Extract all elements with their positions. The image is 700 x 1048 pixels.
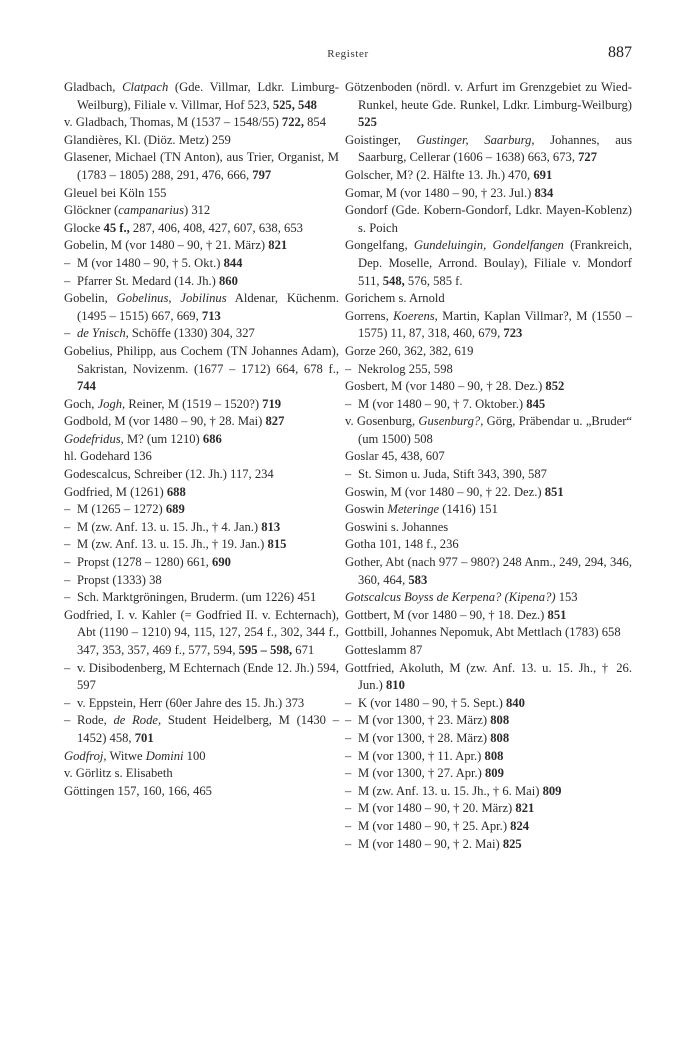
index-entry	[64, 431, 339, 449]
entry-text: Pfarrer St. Medard (14. Jh.)	[77, 273, 219, 288]
subentry-dash: –	[345, 396, 352, 411]
index-subentry	[345, 800, 632, 818]
subentry-dash: –	[64, 555, 71, 570]
page-ref-bold: 825	[502, 836, 522, 851]
subentry-dash: –	[64, 255, 71, 270]
entry-text: 100	[183, 748, 206, 763]
subentry-dash: –	[345, 783, 352, 798]
entry-text: M (vor 1300, † 28. März)	[358, 730, 491, 745]
index-subentry	[345, 361, 632, 379]
entry-text: Glandières, Kl. (Diöz. Metz) 259	[64, 132, 231, 147]
page-ref-bold: 595 – 598,	[238, 643, 293, 657]
name-variant-italic: Gundeluingin, Gondelfangen	[413, 238, 564, 253]
page-number: 887	[608, 44, 632, 61]
entry-text: M (vor 1300, † 11. Apr.)	[358, 748, 485, 763]
index-entry	[345, 237, 632, 290]
page-ref-bold: 525	[358, 115, 377, 130]
index-entry	[64, 466, 339, 484]
entry-text: 153	[555, 590, 578, 605]
subentry-dash: –	[345, 766, 352, 781]
entry-text: Gobelin, M (vor 1480 – 90, † 21. März)	[64, 238, 269, 253]
page-ref-bold: 723	[503, 326, 523, 341]
subentry-dash: –	[64, 537, 71, 552]
index-entry	[345, 413, 632, 448]
page-ref-bold: 851	[544, 484, 564, 499]
page-ref-bold: 548,	[382, 273, 405, 288]
index-entry	[64, 149, 339, 184]
entry-text: Gotteslamm 87	[345, 643, 423, 657]
page-ref-bold: 691	[533, 167, 553, 182]
index-entry	[345, 290, 632, 308]
name-variant-italic: Clatpach	[122, 80, 169, 94]
index-entry	[345, 554, 632, 589]
entry-text: (Frankreich, Dep. Moselle, Arrond. Boulay), Filiale v. Mondorf 511,	[358, 238, 632, 288]
entry-text: Goch,	[64, 396, 98, 411]
page-ref-bold: 701	[134, 730, 154, 745]
entry-text: M (zw. Anf. 13. u. 15. Jh., † 4. Jan.)	[77, 519, 262, 534]
index-subentry	[64, 589, 339, 607]
entry-text: Schöffe (1330) 304, 327	[128, 326, 255, 341]
entry-text: Goslar 45, 438, 607	[345, 449, 445, 464]
name-variant-italic: Gusenburg?,	[418, 414, 484, 429]
entry-text: Gondorf (Gde. Kobern-Gondorf, Ldkr. Mayen-Koblenz) s. Poich	[345, 203, 632, 235]
page-ref-bold: 844	[223, 255, 243, 270]
entry-text: Gotha 101, 148 f., 236	[345, 537, 459, 552]
name-variant-italic: Domini	[145, 748, 184, 763]
page-ref-bold: 45 f.,	[103, 220, 130, 235]
page-ref-bold: 809	[542, 783, 562, 798]
index-entry	[64, 484, 339, 502]
entry-text: v. Gladbach, Thomas, M (1537 – 1548/55)	[64, 115, 282, 130]
entry-text: K (vor 1480 – 90, † 5. Sept.)	[358, 695, 506, 710]
entry-text: Golscher, M? (2. Hälfte 13. Jh.) 470,	[345, 167, 534, 182]
index-entry	[345, 185, 632, 203]
index-entry	[64, 396, 339, 414]
entry-text: Gleuel bei Köln 155	[64, 185, 167, 200]
entry-text: Godbold, M (vor 1480 – 90, † 28. Mai)	[64, 414, 266, 429]
page-ref-bold: 851	[547, 607, 567, 622]
index-entry	[345, 484, 632, 502]
name-variant-italic: Gobelinus, Jobilinus	[116, 291, 227, 306]
page-ref-bold: 808	[490, 713, 510, 728]
entry-text: Glasener, Michael (TN Anton), aus Trier, Organist, M (1783 – 1805) 288, 291, 476, 666,	[64, 150, 339, 182]
subentry-dash: –	[345, 836, 352, 851]
subentry-dash: –	[64, 273, 71, 288]
index-entry	[64, 748, 339, 766]
entry-text: Gorichem s. Arnold	[345, 291, 445, 306]
entry-text: Rode,	[77, 713, 114, 728]
entry-text: ) 312	[183, 203, 211, 218]
page-ref-bold: 834	[534, 185, 554, 200]
name-variant-italic: Koerens,	[393, 308, 438, 323]
entry-text: Gomar, M (vor 1480 – 90, † 23. Jul.)	[345, 185, 535, 200]
running-title: Register	[327, 48, 369, 60]
entry-text: Goswin, M (vor 1480 – 90, † 22. Dez.)	[345, 484, 545, 499]
index-subentry	[345, 783, 632, 801]
entry-text: Görg, Präbendar u. „Bruder“ (um 1500) 508	[358, 414, 632, 446]
page-ref-bold: 824	[510, 818, 530, 833]
index-entry	[345, 79, 632, 132]
page-header	[64, 44, 632, 66]
name-variant-italic: Gotscalcus Boyss de Kerpena? (Kipena?)	[345, 590, 556, 605]
entry-text: Propst (1278 – 1280) 661,	[77, 555, 213, 570]
index-subentry	[64, 712, 339, 747]
index-entry	[64, 413, 339, 431]
subentry-dash: –	[345, 748, 352, 763]
index-entry	[64, 114, 339, 132]
name-variant-italic: Godefridus,	[64, 431, 124, 446]
index-entry	[345, 607, 632, 625]
index-entry	[64, 607, 339, 660]
index-entry	[64, 79, 339, 114]
name-variant-italic: de Rode,	[113, 713, 162, 728]
index-entry	[64, 783, 339, 801]
subentry-dash: –	[64, 326, 71, 341]
index-entry	[345, 642, 632, 660]
entry-text: 671	[292, 643, 315, 657]
entry-text: Gottfried, Akoluth, M (zw. Anf. 13. u. 15. Jh., † 26. Jun.)	[345, 660, 632, 693]
index-subentry	[64, 572, 339, 590]
page-ref-bold: 845	[526, 396, 546, 411]
index-entry	[64, 220, 339, 238]
index-subentry	[345, 396, 632, 414]
index-entry	[345, 589, 632, 607]
entry-text: Göttingen 157, 160, 166, 465	[64, 783, 212, 798]
page-ref-bold: 713	[201, 308, 221, 323]
entry-text: M (vor 1480 – 90, † 20. März)	[358, 801, 516, 816]
index-subentry	[345, 695, 632, 713]
index-entry	[345, 660, 632, 695]
page-ref-bold: 810	[386, 678, 405, 693]
entry-text: M (vor 1480 – 90, † 2. Mai)	[358, 836, 503, 851]
entry-text: Witwe	[106, 748, 146, 763]
subentry-dash: –	[64, 519, 71, 534]
index-subentry	[345, 765, 632, 783]
subentry-dash: –	[64, 660, 71, 675]
index-subentry	[64, 536, 339, 554]
entry-text: Aldenar, Küchenm. (1495 – 1515) 667, 669,	[77, 291, 339, 323]
page-ref-bold: 821	[515, 801, 535, 816]
index-entry	[345, 624, 632, 642]
index-subentry	[345, 818, 632, 836]
entry-text: Nekrolog 255, 598	[358, 361, 453, 376]
entry-text: Goswini s. Johannes	[345, 519, 449, 534]
entry-text: Gladbach,	[64, 80, 123, 94]
name-variant-italic: Jogh,	[97, 396, 126, 411]
entry-text: M (vor 1300, † 27. Apr.)	[358, 766, 485, 781]
entry-text: Goistinger,	[345, 132, 417, 147]
entry-text: v. Gosenburg,	[345, 414, 419, 429]
page-ref-bold: 813	[261, 519, 281, 534]
page-ref-bold: 719	[262, 396, 282, 411]
entry-text: M (1265 – 1272)	[77, 502, 166, 517]
entry-text: Godfried, M (1261)	[64, 484, 167, 499]
entry-text: (1416) 151	[439, 502, 498, 517]
subentry-dash: –	[64, 713, 71, 728]
index-entry	[64, 290, 339, 325]
entry-text: Martin, Kaplan Villmar?, M (1550 – 1575) 11, 87, 318, 460, 679,	[358, 308, 632, 341]
index-subentry	[64, 501, 339, 519]
page-ref-bold: 860	[219, 273, 238, 288]
index-entry	[64, 765, 339, 783]
page-ref-bold: 688	[166, 484, 186, 499]
index-subentry	[345, 836, 632, 854]
index-subentry	[64, 554, 339, 572]
index-subentry	[64, 519, 339, 537]
subentry-dash: –	[345, 730, 352, 745]
entry-text: M (vor 1480 – 90, † 7. Oktober.)	[358, 396, 527, 411]
index-entry	[345, 132, 632, 167]
entry-text: hl. Godehard 136	[64, 449, 152, 464]
page-ref-bold: 840	[505, 695, 525, 710]
entry-text: Godfried, I. v. Kahler (= Godfried II. v. Echternach), Abt (1190 – 1210) 94, 115, 127, 254 f., 302, 344 f., 347, 353, 357, 469 f., 577, 594,	[64, 607, 339, 657]
index-subentry	[345, 712, 632, 730]
page-ref-bold: 690	[212, 555, 231, 570]
entry-text: Glöckner (	[64, 203, 119, 218]
entry-text: Johannes, aus Saarburg, Cellerar (1606 – 1638) 663, 673,	[358, 132, 632, 165]
index-subentry	[64, 660, 339, 695]
entry-text: v. Disibodenberg, M Echternach (Ende 12. Jh.) 594, 597	[77, 660, 339, 693]
index-entry	[64, 448, 339, 466]
index-entry	[64, 343, 339, 396]
subentry-dash: –	[345, 695, 352, 710]
entry-text: (Gde. Villmar, Ldkr. Limburg-Weilburg), Filiale v. Villmar, Hof 523,	[77, 80, 339, 112]
page-ref-bold: 815	[267, 537, 287, 552]
page-ref-bold: 525, 548	[272, 97, 317, 112]
index-entry	[345, 308, 632, 343]
entry-text: 854	[303, 115, 327, 130]
subentry-dash: –	[345, 467, 352, 482]
index-subentry	[345, 466, 632, 484]
page-ref-bold: 686	[202, 431, 222, 446]
name-variant-italic: de Ynisch,	[77, 326, 129, 341]
entry-text: v. Görlitz s. Elisabeth	[64, 766, 173, 781]
page-ref-bold: 808	[484, 748, 504, 763]
entry-text: v. Eppstein, Herr (60er Jahre des 15. Jh.) 373	[77, 695, 305, 710]
index-entry	[64, 202, 339, 220]
entry-text: M (zw. Anf. 13. u. 15. Jh., † 19. Jan.)	[77, 537, 268, 552]
entry-text: M (vor 1480 – 90, † 25. Apr.)	[358, 818, 511, 833]
entry-text: M? (um 1210)	[123, 431, 203, 446]
entry-text: Götzenboden (nördl. v. Arfurt im Grenzgebiet zu Wied-Runkel, heute Gde. Runkel, Ldkr. Limburg-Weilburg)	[345, 80, 632, 112]
page-ref-bold: 852	[545, 379, 565, 394]
page-ref-bold: 583	[408, 572, 428, 587]
entry-text: Gorrens,	[345, 308, 394, 323]
index-entry	[345, 519, 632, 537]
index-subentry	[64, 695, 339, 713]
page-ref-bold: 797	[252, 167, 272, 182]
entry-text: Glocke	[64, 220, 104, 235]
index-entry	[345, 167, 632, 185]
page-ref-bold: 809	[484, 766, 504, 781]
entry-text: Goswin	[345, 502, 388, 517]
index-column-right	[345, 79, 632, 853]
entry-text: Reiner, M (1519 – 1520?)	[125, 396, 263, 411]
entry-text: Godescalcus, Schreiber (12. Jh.) 117, 234	[64, 467, 274, 482]
entry-text: 287, 406, 408, 427, 607, 638, 653	[129, 220, 303, 235]
page-ref-bold: 808	[490, 730, 510, 745]
index-subentry	[345, 748, 632, 766]
subentry-dash: –	[345, 818, 352, 833]
name-variant-italic: Meteringe	[387, 502, 440, 517]
entry-text: Gorze 260, 362, 382, 619	[345, 343, 474, 358]
index-subentry	[64, 255, 339, 273]
name-variant-italic: Gustinger, Saarburg,	[416, 132, 535, 147]
index-entry	[345, 378, 632, 396]
subentry-dash: –	[64, 590, 71, 605]
index-entry	[345, 343, 632, 361]
entry-text: M (zw. Anf. 13. u. 15. Jh., † 6. Mai)	[358, 783, 543, 798]
entry-text: Propst (1333) 38	[77, 572, 162, 587]
entry-text: M (vor 1480 – 90, † 5. Okt.)	[77, 255, 224, 270]
entry-text: M (vor 1300, † 23. März)	[358, 713, 491, 728]
page-ref-bold: 821	[268, 238, 288, 253]
page-ref-bold: 827	[265, 414, 285, 429]
entry-text: Gottbill, Johannes Nepomuk, Abt Mettlach (1783) 658	[345, 625, 621, 640]
entry-text: Gobelin,	[64, 291, 117, 306]
index-entry	[345, 536, 632, 554]
subentry-dash: –	[345, 713, 352, 728]
page-ref-bold: 722,	[281, 115, 304, 130]
entry-text: Sch. Marktgröningen, Bruderm. (um 1226) 451	[77, 590, 317, 605]
entry-text: Gother, Abt (nach 977 – 980?) 248 Anm., 249, 294, 346, 360, 464,	[345, 555, 632, 587]
entry-text: Gottbert, M (vor 1480 – 90, † 18. Dez.)	[345, 607, 548, 622]
index-subentry	[64, 273, 339, 291]
subentry-dash: –	[64, 502, 71, 517]
subentry-dash: –	[345, 801, 352, 816]
page-ref-bold: 727	[578, 150, 598, 165]
index-subentry	[345, 730, 632, 748]
index-column-left	[64, 79, 339, 800]
entry-text: Gobelius, Philipp, aus Cochem (TN Johannes Adam), Sakristan, Novizenm. (1677 – 1712) 664, 678 f.,	[64, 343, 339, 376]
name-variant-italic: Godfroj,	[64, 748, 107, 763]
entry-text: Gongelfang,	[345, 238, 414, 253]
entry-text: St. Simon u. Juda, Stift 343, 390, 587	[358, 467, 547, 482]
entry-text: Gosbert, M (vor 1480 – 90, † 28. Dez.)	[345, 379, 546, 394]
index-entry	[64, 132, 339, 150]
index-entry	[345, 501, 632, 519]
index-entry	[345, 202, 632, 237]
index-entry	[64, 185, 339, 203]
page-ref-bold: 689	[165, 502, 185, 517]
index-subentry	[64, 325, 339, 343]
index-entry	[345, 448, 632, 466]
subentry-dash: –	[64, 695, 71, 710]
subentry-dash: –	[345, 361, 352, 376]
page-ref-bold: 744	[77, 379, 96, 394]
entry-text: 576, 585 f.	[404, 273, 463, 288]
subentry-dash: –	[64, 572, 71, 587]
name-variant-italic: campanarius	[118, 203, 184, 218]
index-entry	[64, 237, 339, 255]
entry-text: Student Heidelberg, M (1430 – 1452) 458,	[77, 713, 340, 745]
